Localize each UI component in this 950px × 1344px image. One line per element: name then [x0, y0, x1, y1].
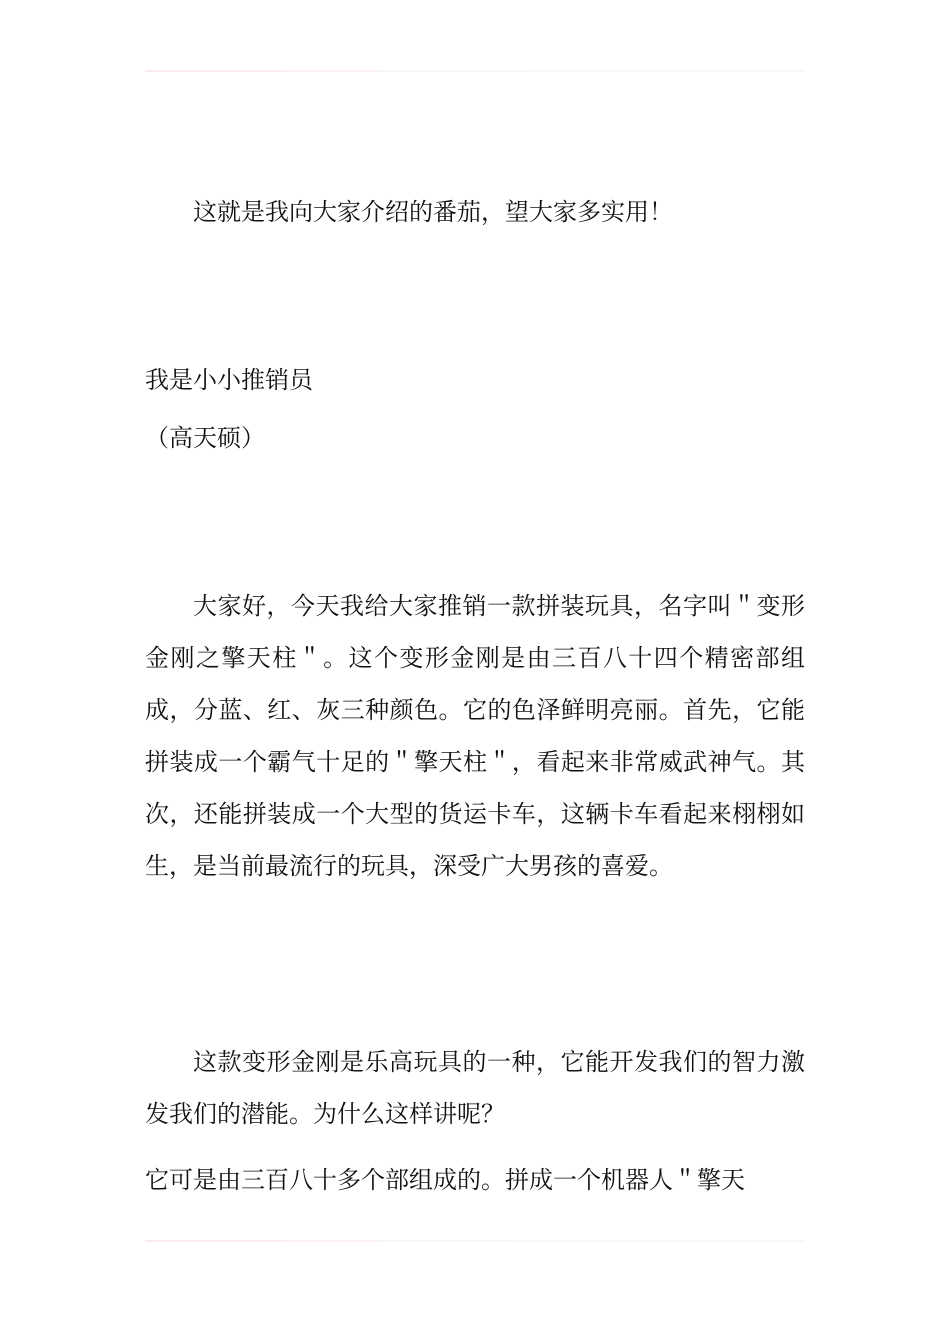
footer-rule: [145, 1240, 805, 1242]
article-title: 我是小小推销员: [145, 366, 313, 394]
header-rule: [145, 70, 805, 72]
closing-line: 这就是我向大家介绍的番茄，望大家多实用！: [193, 198, 673, 226]
paragraph: 这款变形金刚是乐高玩具的一种，它能开发我们的智力激发我们的潜能。为什么这样讲呢？: [145, 1048, 805, 1128]
paragraph: 它可是由三百八十多个部组成的。拼成一个机器人＂擎天: [145, 1166, 745, 1194]
article-author: （高天硕）: [145, 424, 265, 452]
paragraph: 大家好，今天我给大家推销一款拼装玩具，名字叫＂变形金刚之擎天柱＂。这个变形金刚是由三百八十四个精密部组成，分蓝、红、灰三种颜色。它的色泽鲜明亮丽。首先，它能拼装成一个霸气十足的＂擎天柱＂，看起来非常威武神气。其次，还能拼装成一个大型的货运卡车，这辆卡车看起来栩栩如生，是当前最流行的玩具，深受广大男孩的喜爱。: [145, 592, 805, 880]
